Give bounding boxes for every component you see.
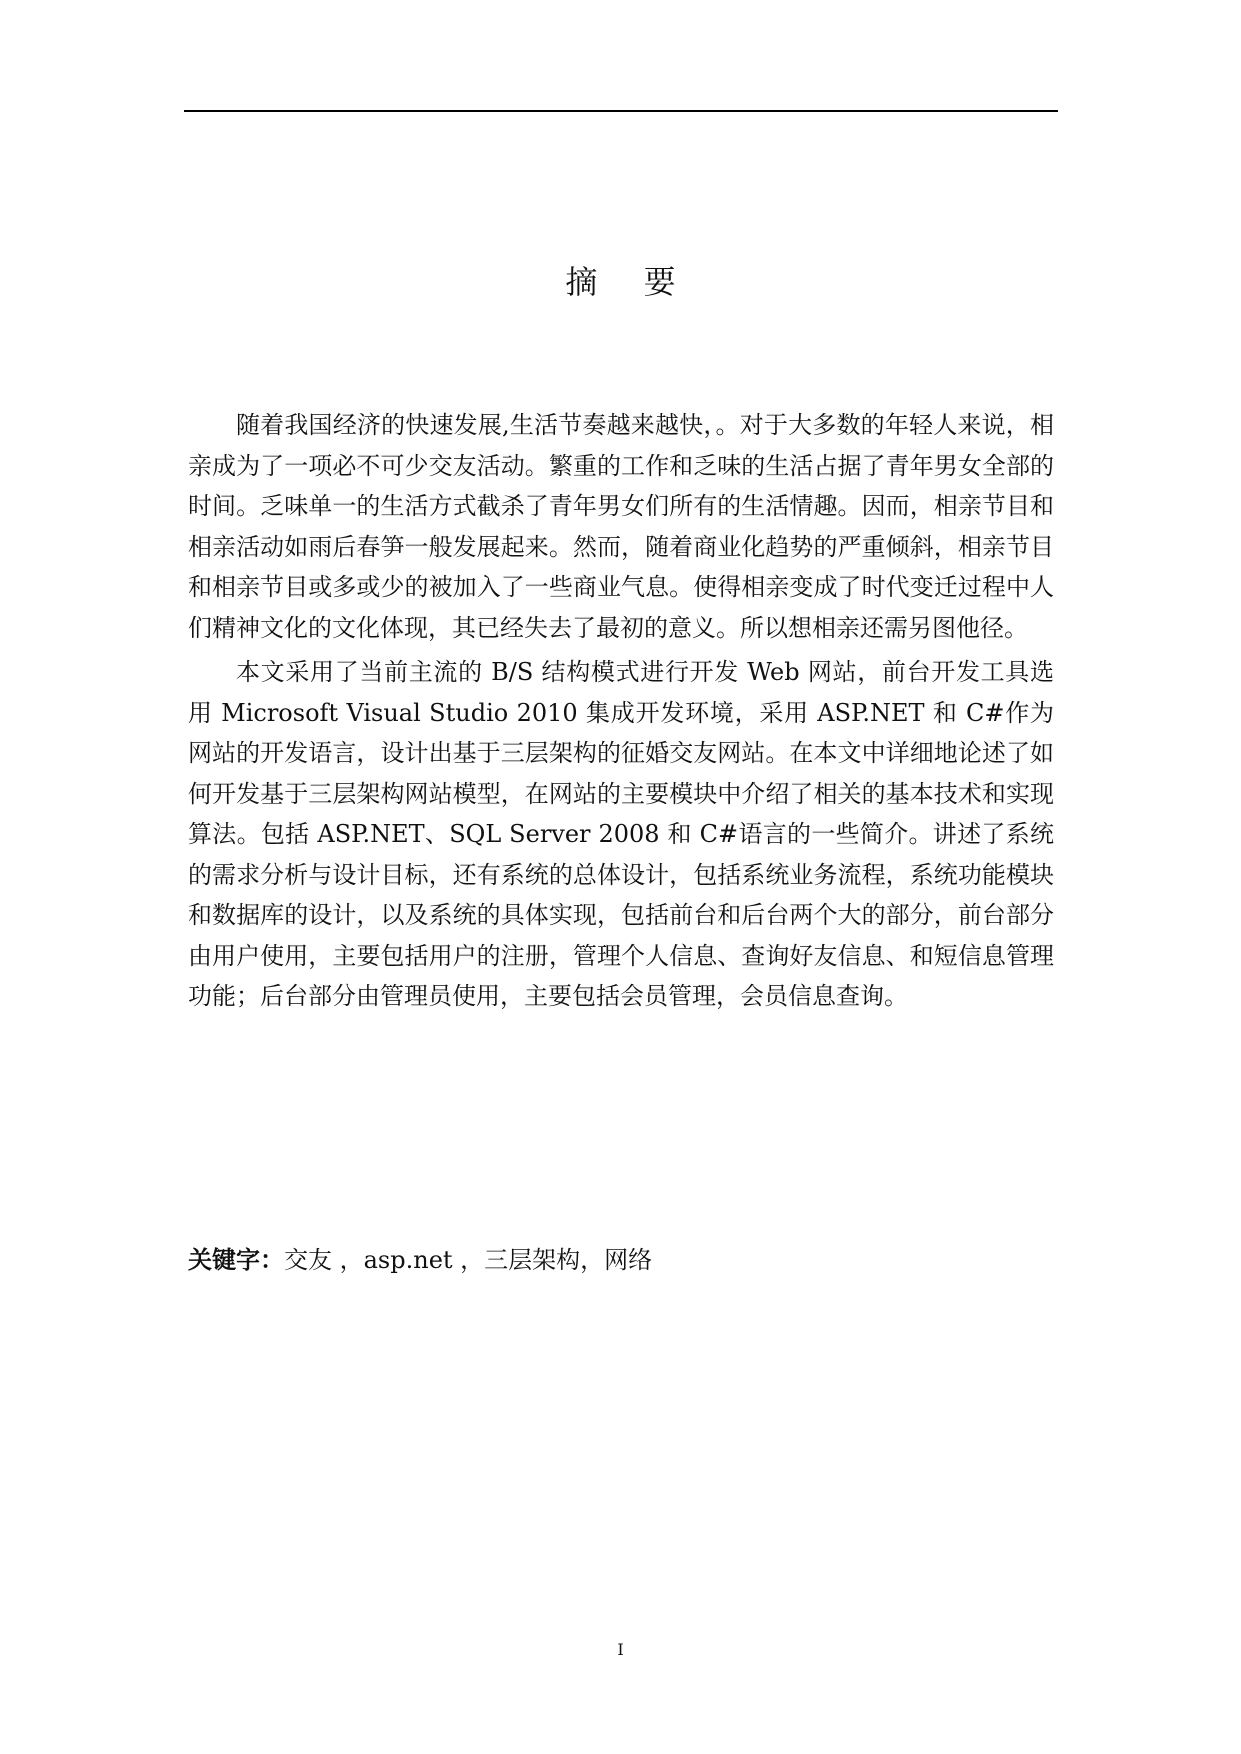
header-rule bbox=[184, 110, 1058, 112]
page-number: I bbox=[617, 1640, 624, 1659]
keywords-line bbox=[188, 1240, 1054, 1280]
keywords-label: 关键字： bbox=[188, 1246, 284, 1274]
abstract-body bbox=[188, 405, 1054, 1021]
abstract-paragraph-1: 随着我国经济的快速发展,生活节奏越来越快，。对于大多数的年轻人来说，相亲成为了一项必不可少交友活动。繁重的工作和乏味的生活占据了青年男女全部的时间。乏味单一的生活方式截杀了青年男女们所有的生活情趣。因而，相亲节目和相亲活动如雨后春笋一般发展起来。然而，随着商业化趋势的严重倾斜，相亲节目和相亲节目或多或少的被加入了一些商业气息。使得相亲变成了时代变迁过程中人们精神文化的文化体现，其已经失去了最初的意义。所以想相亲还需另图他径。 bbox=[188, 411, 1054, 642]
abstract-paragraph-2: 本文采用了当前主流的 B/S 结构模式进行开发 Web 网站，前台开发工具选用 Microsoft Visual Studio 2010 集成开发环境，采用 ASP.NET 和 C#作为网站的开发语言，设计出基于三层架构的征婚交友网站。在本文中详细地论述了如何开发基于三层架构网站模型，在网站的主要模块中介绍了相关的基本技术和实现算法。包括 ASP.NET、SQL Server 2008 和 C#语言的一些简介。讲述了系统的需求分析与设计目标，还有系统的总体设计，包括系统业务流程，系统功能模块和数据库的设计，以及系统的具体实现，包括前台和后台两个大的部分，前台部分由用户使用，主要包括用户的注册，管理个人信息、查询好友信息、和短信息管理功能；后台部分由管理员使用，主要包括会员管理，会员信息查询。 bbox=[188, 658, 1054, 1010]
keywords-value: 交友 ，asp.net ，三层架构，网络 bbox=[284, 1246, 653, 1274]
page-title: 摘 要 bbox=[565, 263, 694, 301]
